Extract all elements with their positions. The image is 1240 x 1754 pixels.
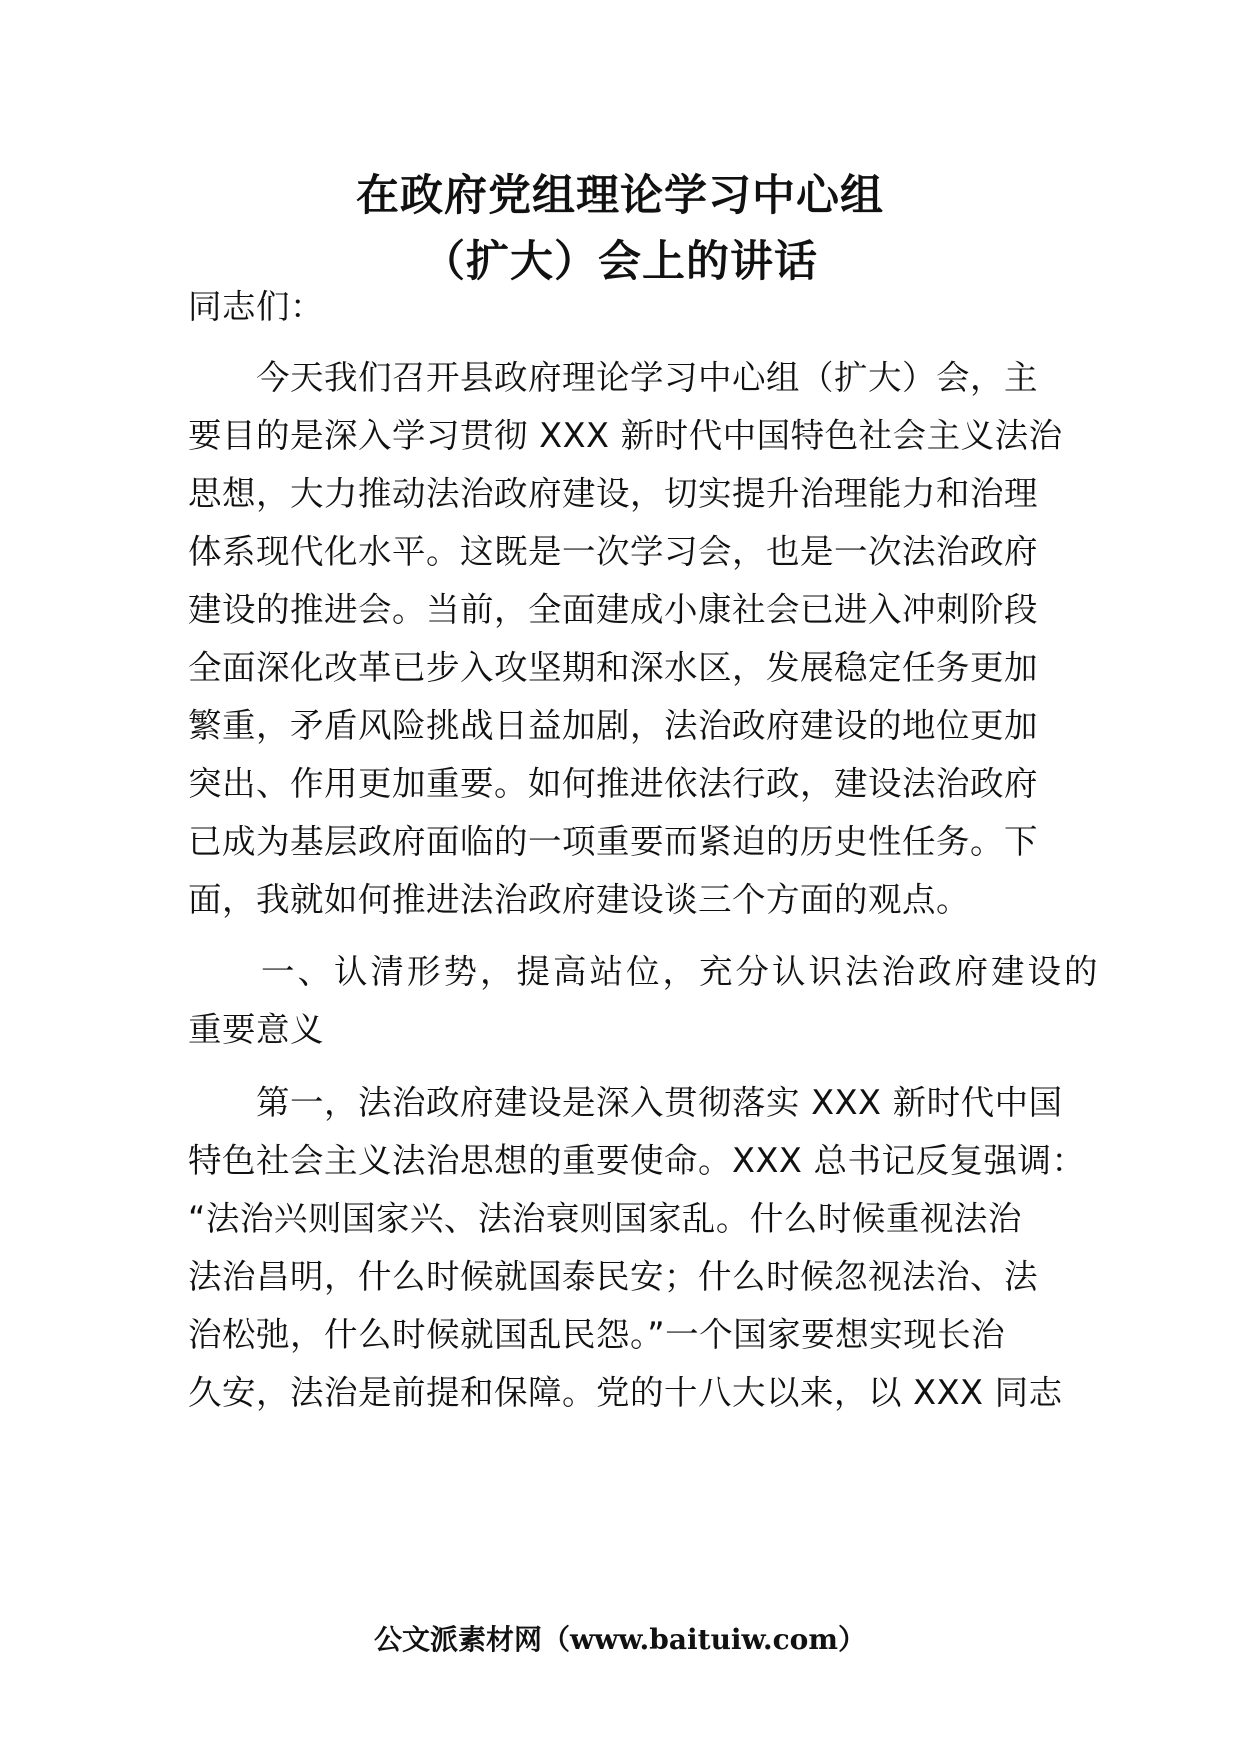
paragraph-1-line: 全面深化改革已步入攻坚期和深水区，发展稳定任务更加 [188, 648, 1038, 687]
salutation: 同志们： [188, 287, 324, 326]
paragraph-2-line: 特色社会主义法治思想的重要使命。XXX 总书记反复强调： [188, 1141, 1086, 1180]
paragraph-1-line: 繁重，矛盾风险挑战日益加剧，法治政府建设的地位更加 [188, 706, 1038, 745]
paragraph-1-line: 建设的推进会。当前，全面建成小康社会已进入冲刺阶段 [188, 590, 1038, 629]
document-title-line-2: （扩大）会上的讲话 [422, 237, 818, 287]
paragraph-1-line: 突出、作用更加重要。如何推进依法行政，建设法治政府 [188, 764, 1038, 803]
paragraph-2-line: 治松弛，什么时候就国乱民怨。”一个国家要想实现长治 [188, 1315, 1006, 1354]
paragraph-1-line: 思想，大力推动法治政府建设，切实提升治理能力和治理 [188, 474, 1038, 513]
paragraph-2-line: 法治昌明，什么时候就国泰民安；什么时候忽视法治、法 [188, 1257, 1038, 1296]
footer-source: 公文派素材网（www.baituiw.com） [374, 1623, 866, 1656]
paragraph-1-line: 今天我们召开县政府理论学习中心组（扩大）会，主 [188, 358, 1038, 397]
paragraph-1-line: 体系现代化水平。这既是一次学习会，也是一次法治政府 [188, 532, 1038, 571]
paragraph-2-line: 第一，法治政府建设是深入贯彻落实 XXX 新时代中国 [188, 1083, 1063, 1122]
paragraph-2-line: “法治兴则国家兴、法治衰则国家乱。什么时候重视法治 [188, 1199, 1022, 1238]
section-heading-line-1: 一、认清形势，提高站位，充分认识法治政府建设的 [188, 952, 1101, 991]
section-heading-line-2: 重要意义 [188, 1010, 324, 1049]
document-title-line-1: 在政府党组理论学习中心组 [356, 171, 884, 221]
paragraph-1-line: 面，我就如何推进法治政府建设谈三个方面的观点。 [188, 880, 970, 919]
paragraph-1-line: 已成为基层政府面临的一项重要而紧迫的历史性任务。下 [188, 822, 1038, 861]
paragraph-2-line: 久安，法治是前提和保障。党的十八大以来，以 XXX 同志 [188, 1373, 1063, 1412]
paragraph-1-line: 要目的是深入学习贯彻 XXX 新时代中国特色社会主义法治 [188, 416, 1063, 455]
